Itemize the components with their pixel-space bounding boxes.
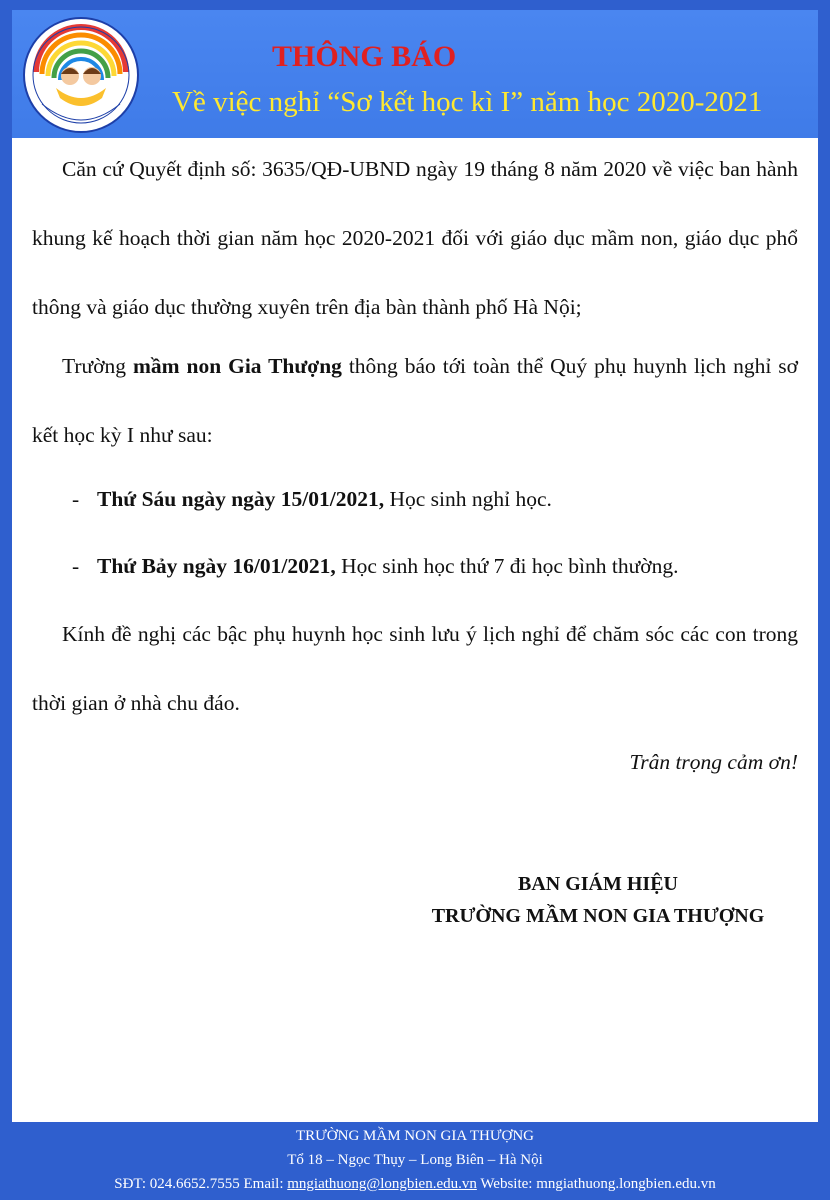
bullet-dash: - bbox=[72, 487, 80, 511]
signature-school: TRƯỜNG MẦM NON GIA THƯỢNG bbox=[431, 905, 765, 927]
signature-block bbox=[398, 868, 798, 932]
notice-title: THÔNG BÁO bbox=[272, 40, 457, 73]
closing-thanks: Trân trọng cảm ơn! bbox=[629, 750, 798, 774]
footer-website: Website: mngiathuong.longbien.edu.vn bbox=[476, 1176, 716, 1192]
list-item-friday bbox=[72, 487, 792, 512]
friday-date: Thứ Sáu ngày ngày 15/01/2021, bbox=[97, 487, 385, 511]
footer-email-link[interactable]: mngiathuong@longbien.edu.vn bbox=[287, 1176, 477, 1192]
school-logo-icon bbox=[22, 16, 140, 134]
notice-body bbox=[12, 138, 818, 1122]
notice-subtitle: Về việc nghỉ “Sơ kết học kì I” năm học 2020-2021 bbox=[172, 86, 763, 118]
footer-contact bbox=[0, 1172, 830, 1196]
header-banner bbox=[12, 10, 818, 138]
footer-address: Tổ 18 – Ngọc Thụy – Long Biên – Hà Nội bbox=[287, 1152, 543, 1168]
paragraph-legal-basis: Căn cứ Quyết định số: 3635/QĐ-UBND ngày 19 tháng 8 năm 2020 về việc ban hành khung kế hoạch thời gian năm học 2020-2021 đối với giáo dục mầm non, giáo dục phổ thông và giáo dục thường xuyên trên địa bàn thành phố Hà Nội; bbox=[32, 157, 798, 319]
footer-phone: SĐT: 024.6652.7555 Email: bbox=[114, 1176, 288, 1192]
signature-title: BAN GIÁM HIỆU bbox=[517, 873, 678, 895]
paragraph-request: Kính đề nghị các bậc phụ huynh học sinh lưu ý lịch nghỉ để chăm sóc các con trong thời gian ở nhà chu đáo. bbox=[32, 622, 798, 715]
saturday-date: Thứ Bảy ngày 16/01/2021, bbox=[97, 554, 336, 578]
paragraph-announcement bbox=[32, 332, 798, 470]
footer bbox=[0, 1124, 830, 1200]
announcement-prefix: Trường bbox=[62, 354, 133, 378]
saturday-note: Học sinh học thứ 7 đi học bình thường. bbox=[335, 554, 679, 578]
friday-note: Học sinh nghỉ học. bbox=[384, 487, 552, 511]
list-item-saturday bbox=[72, 554, 792, 579]
school-name-bold: mầm non Gia Thượng bbox=[133, 354, 342, 378]
footer-school-name: TRƯỜNG MẦM NON GIA THƯỢNG bbox=[295, 1128, 534, 1144]
announcement-suffix: thông báo tới toàn thể Quý phụ huynh lịch nghỉ sơ kết học kỳ I như sau: bbox=[32, 354, 799, 447]
bullet-dash: - bbox=[72, 554, 80, 578]
